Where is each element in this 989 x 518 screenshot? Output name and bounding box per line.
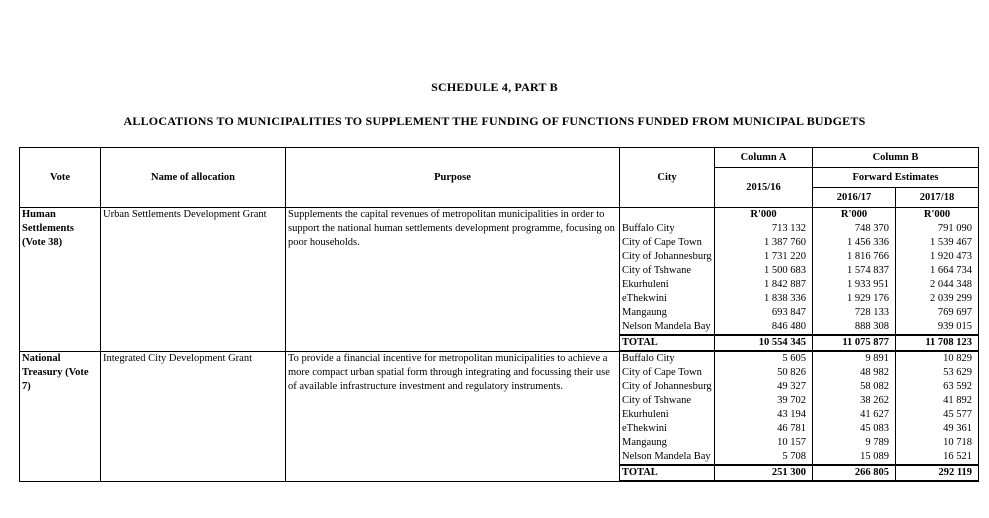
- table-body: [20, 208, 979, 482]
- value-y1: 1 731 220: [715, 250, 813, 264]
- value-y2: 48 982: [813, 366, 896, 380]
- value-y1: 10 157: [715, 436, 813, 450]
- total-y1: 10 554 345: [715, 335, 813, 351]
- header-column-a: Column A: [715, 148, 813, 168]
- vote-cell: National Treasury (Vote 7): [20, 351, 101, 481]
- value-y3: 791 090: [896, 222, 979, 236]
- value-y3: 10 718: [896, 436, 979, 450]
- city-name: eThekwini: [620, 292, 715, 306]
- value-y3: 939 015: [896, 320, 979, 335]
- header-column-b: Column B: [813, 148, 979, 168]
- value-y3: 1 539 467: [896, 236, 979, 250]
- value-y1: 846 480: [715, 320, 813, 335]
- value-y2: 728 133: [813, 306, 896, 320]
- header-year-2016: 2016/17: [813, 188, 896, 208]
- unit-label: R'000: [715, 208, 813, 223]
- value-y1: 1 500 683: [715, 264, 813, 278]
- allocation-name: Integrated City Development Grant: [101, 351, 286, 481]
- value-y3: 53 629: [896, 366, 979, 380]
- city-name: eThekwini: [620, 422, 715, 436]
- city-name: Mangaung: [620, 306, 715, 320]
- value-y3: 1 920 473: [896, 250, 979, 264]
- value-y2: 1 456 336: [813, 236, 896, 250]
- city-name: City of Tshwane: [620, 394, 715, 408]
- city-name: Buffalo City: [620, 222, 715, 236]
- city-cell-blank: [620, 208, 715, 223]
- city-name: City of Johannesburg: [620, 380, 715, 394]
- total-label: TOTAL: [620, 465, 715, 481]
- value-y2: 748 370: [813, 222, 896, 236]
- value-y2: 1 574 837: [813, 264, 896, 278]
- value-y1: 5 708: [715, 450, 813, 465]
- value-y2: 9 891: [813, 352, 896, 366]
- value-y1: 1 387 760: [715, 236, 813, 250]
- value-y1: 1 842 887: [715, 278, 813, 292]
- allocation-purpose: To provide a financial incentive for metropolitan municipalities to achieve a more compact urban spatial form through integrating and focussing their use of available infrastructure investment and regulatory instruments.: [286, 351, 620, 481]
- value-y3: 10 829: [896, 352, 979, 366]
- value-y3: 769 697: [896, 306, 979, 320]
- value-y2: 1 933 951: [813, 278, 896, 292]
- value-y1: 5 605: [715, 352, 813, 366]
- allocations-table: [19, 147, 979, 482]
- value-y2: 41 627: [813, 408, 896, 422]
- city-name: City of Tshwane: [620, 264, 715, 278]
- city-name: City of Johannesburg: [620, 250, 715, 264]
- value-y2: 15 089: [813, 450, 896, 465]
- total-y1: 251 300: [715, 465, 813, 481]
- city-name: Nelson Mandela Bay: [620, 320, 715, 335]
- value-y2: 1 929 176: [813, 292, 896, 306]
- header-name: Name of allocation: [101, 148, 286, 208]
- total-label: TOTAL: [620, 335, 715, 351]
- value-y1: 693 847: [715, 306, 813, 320]
- value-y1: 43 194: [715, 408, 813, 422]
- allocation-name: Urban Settlements Development Grant: [101, 208, 286, 352]
- unit-label: R'000: [896, 208, 979, 223]
- city-name: Buffalo City: [620, 352, 715, 366]
- value-y3: 41 892: [896, 394, 979, 408]
- unit-row: [20, 208, 979, 223]
- value-y1: 1 838 336: [715, 292, 813, 306]
- vote-cell: Human Settlements (Vote 38): [20, 208, 101, 352]
- total-y3: 292 119: [896, 465, 979, 481]
- header-purpose: Purpose: [286, 148, 620, 208]
- value-y2: 1 816 766: [813, 250, 896, 264]
- total-y2: 11 075 877: [813, 335, 896, 351]
- value-y2: 9 789: [813, 436, 896, 450]
- value-y1: 46 781: [715, 422, 813, 436]
- total-y2: 266 805: [813, 465, 896, 481]
- header-vote: Vote: [20, 148, 101, 208]
- value-y2: 45 083: [813, 422, 896, 436]
- value-y1: 39 702: [715, 394, 813, 408]
- document-title: ALLOCATIONS TO MUNICIPALITIES TO SUPPLEMENT THE FUNDING OF FUNCTIONS FUNDED FROM MUNICIPAL BUDGETS: [123, 114, 866, 128]
- value-y3: 16 521: [896, 450, 979, 465]
- header-city: City: [620, 148, 715, 208]
- schedule-heading: SCHEDULE 4, PART B: [431, 80, 558, 94]
- header-year-2017: 2017/18: [896, 188, 979, 208]
- city-name: City of Cape Town: [620, 366, 715, 380]
- city-name: Nelson Mandela Bay: [620, 450, 715, 465]
- total-y3: 11 708 123: [896, 335, 979, 351]
- city-name: Mangaung: [620, 436, 715, 450]
- value-y3: 1 664 734: [896, 264, 979, 278]
- value-y3: 49 361: [896, 422, 979, 436]
- header-forward-estimates: Forward Estimates: [813, 168, 979, 188]
- value-y2: 58 082: [813, 380, 896, 394]
- value-y2: 38 262: [813, 394, 896, 408]
- city-name: Ekurhuleni: [620, 278, 715, 292]
- value-y3: 45 577: [896, 408, 979, 422]
- value-y3: 63 592: [896, 380, 979, 394]
- value-y1: 713 132: [715, 222, 813, 236]
- value-y2: 888 308: [813, 320, 896, 335]
- value-y1: 49 327: [715, 380, 813, 394]
- allocation-purpose: Supplements the capital revenues of metropolitan municipalities in order to support the national human settlements development programme, focusing on poor households.: [286, 208, 620, 352]
- city-name: Ekurhuleni: [620, 408, 715, 422]
- city-name: City of Cape Town: [620, 236, 715, 250]
- header-year-2015: 2015/16: [715, 168, 813, 208]
- value-y3: 2 039 299: [896, 292, 979, 306]
- value-y3: 2 044 348: [896, 278, 979, 292]
- unit-label: R'000: [813, 208, 896, 223]
- value-y1: 50 826: [715, 366, 813, 380]
